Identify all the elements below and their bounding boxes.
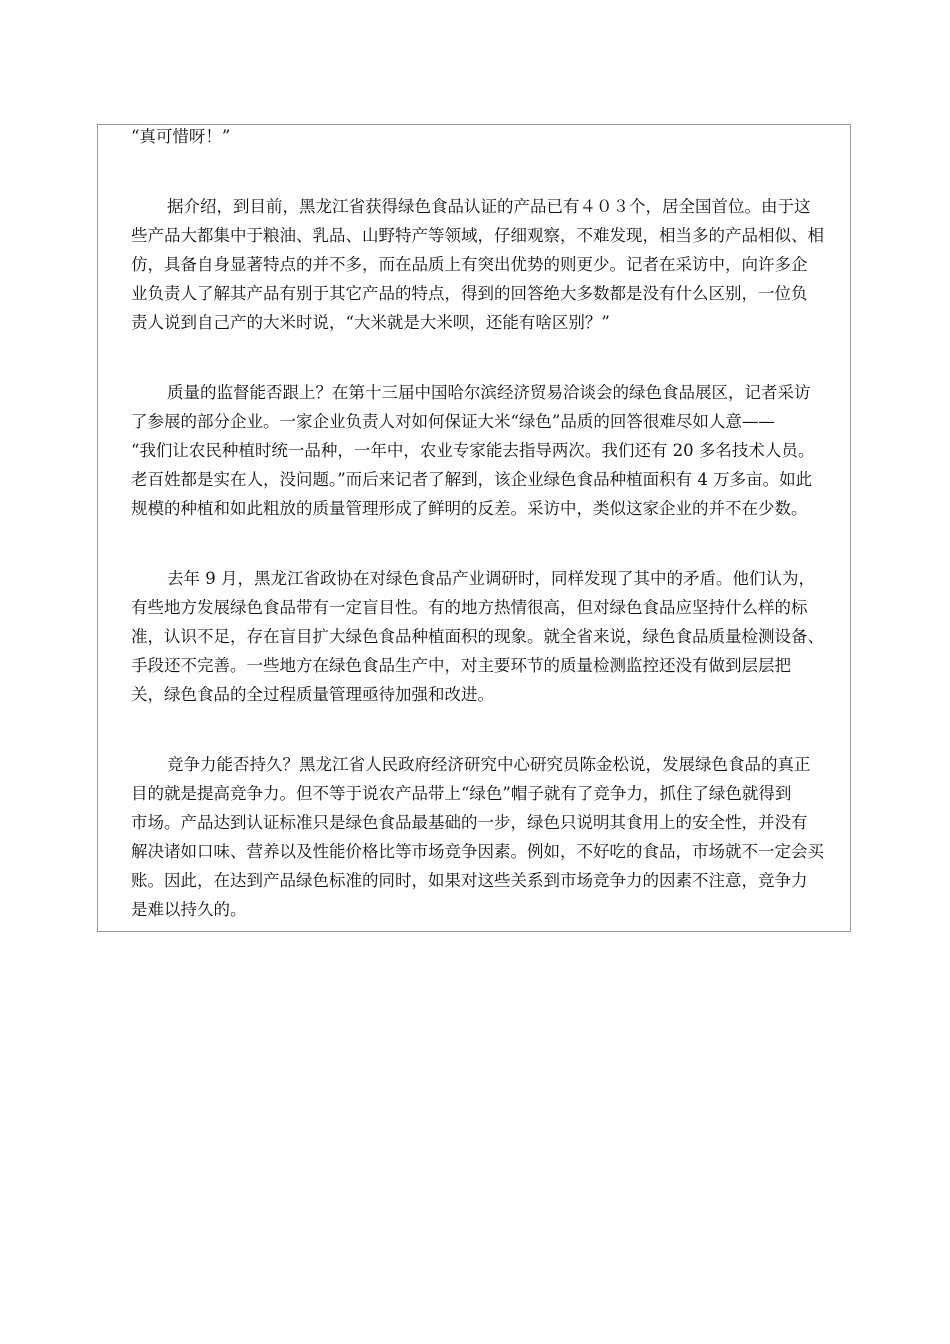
paragraph-line: 竞争力能否持久？黑龙江省人民政府经济研究中心研究员陈金松说，发展绿色食品的真正 (167, 755, 811, 774)
paragraph-line: 市场。产品达到认证标准只是绿色食品最基础的一步，绿色只说明其食用上的安全性，并没有 (131, 813, 808, 832)
paragraph-line: “真可惜呀！” (131, 127, 231, 146)
paragraph-line: 些产品大都集中于粮油、乳品、山野特产等领域，仔细观察，不难发现，相当多的产品相似、相 (131, 226, 824, 245)
paragraph (131, 192, 853, 337)
paragraph-line: 去年 9 月，黑龙江省政协在对绿色食品产业调研时，同样发现了其中的矛盾。他们认为， (167, 569, 815, 588)
paragraph-line: 手段还不完善。一些地方在绿色食品生产中，对主要环节的质量检测监控还没有做到层层把 (131, 656, 791, 675)
paragraph-line: 规模的种植和如此粗放的质量管理形成了鲜明的反差。采访中，类似这家企业的并不在少数。 (131, 499, 808, 518)
paragraph-line: 解决诸如口味、营养以及性能价格比等市场竞争因素。例如，不好吃的食品，市场就不一定会买 (131, 842, 824, 861)
paragraph-line: 老百姓都是实在人，没问题。”而后来记者了解到，该企业绿色食品种植面积有 4 万多亩。如此 (131, 470, 813, 489)
paragraph-line: 是难以持久的。 (131, 900, 247, 919)
paragraph (131, 750, 853, 924)
paragraph-line: 目的就是提高竞争力。但不等于说农产品带上“绿色”帽子就有了竞争力，抓住了绿色就得到 (131, 784, 792, 803)
paragraph-line: “我们让农民种植时统一品种，一年中，农业专家能去指导两次。我们还有 20 多名技术人员。 (131, 441, 815, 460)
paragraph-line: 责人说到自己产的大米时说，“大米就是大米呗，还能有啥区别？” (131, 313, 610, 332)
paragraph-line: 业负责人了解其产品有别于其它产品的特点，得到的回答绝大多数都是没有什么区别，一位负 (131, 284, 808, 303)
document-body (131, 122, 853, 924)
paragraph (131, 564, 853, 709)
paragraph-line: 账。因此，在达到产品绿色标准的同时，如果对这些关系到市场竞争力的因素不注意，竞争力 (131, 871, 808, 890)
paragraph-line: 准，认识不足，存在盲目扩大绿色食品种植面积的现象。就全省来说，绿色食品质量检测设备、 (131, 627, 824, 646)
paragraph-line: 有些地方发展绿色食品带有一定盲目性。有的地方热情很高，但对绿色食品应坚持什么样的标 (131, 598, 808, 617)
paragraph (131, 378, 853, 523)
paragraph-line: 据介绍，到目前，黑龙江省获得绿色食品认证的产品已有４０３个，居全国首位。由于这 (167, 197, 811, 216)
paragraph-line: 仿，具备自身显著特点的并不多，而在品质上有突出优势的则更少。记者在采访中，向许多企 (131, 255, 808, 274)
paragraph-line: 了参展的部分企业。一家企业负责人对如何保证大米“绿色”品质的回答很难尽如人意—— (131, 412, 775, 431)
paragraph-line: 质量的监督能否跟上？在第十三届中国哈尔滨经济贸易洽谈会的绿色食品展区，记者采访 (167, 383, 811, 402)
paragraph-line: 关，绿色食品的全过程质量管理亟待加强和改进。 (131, 685, 494, 704)
